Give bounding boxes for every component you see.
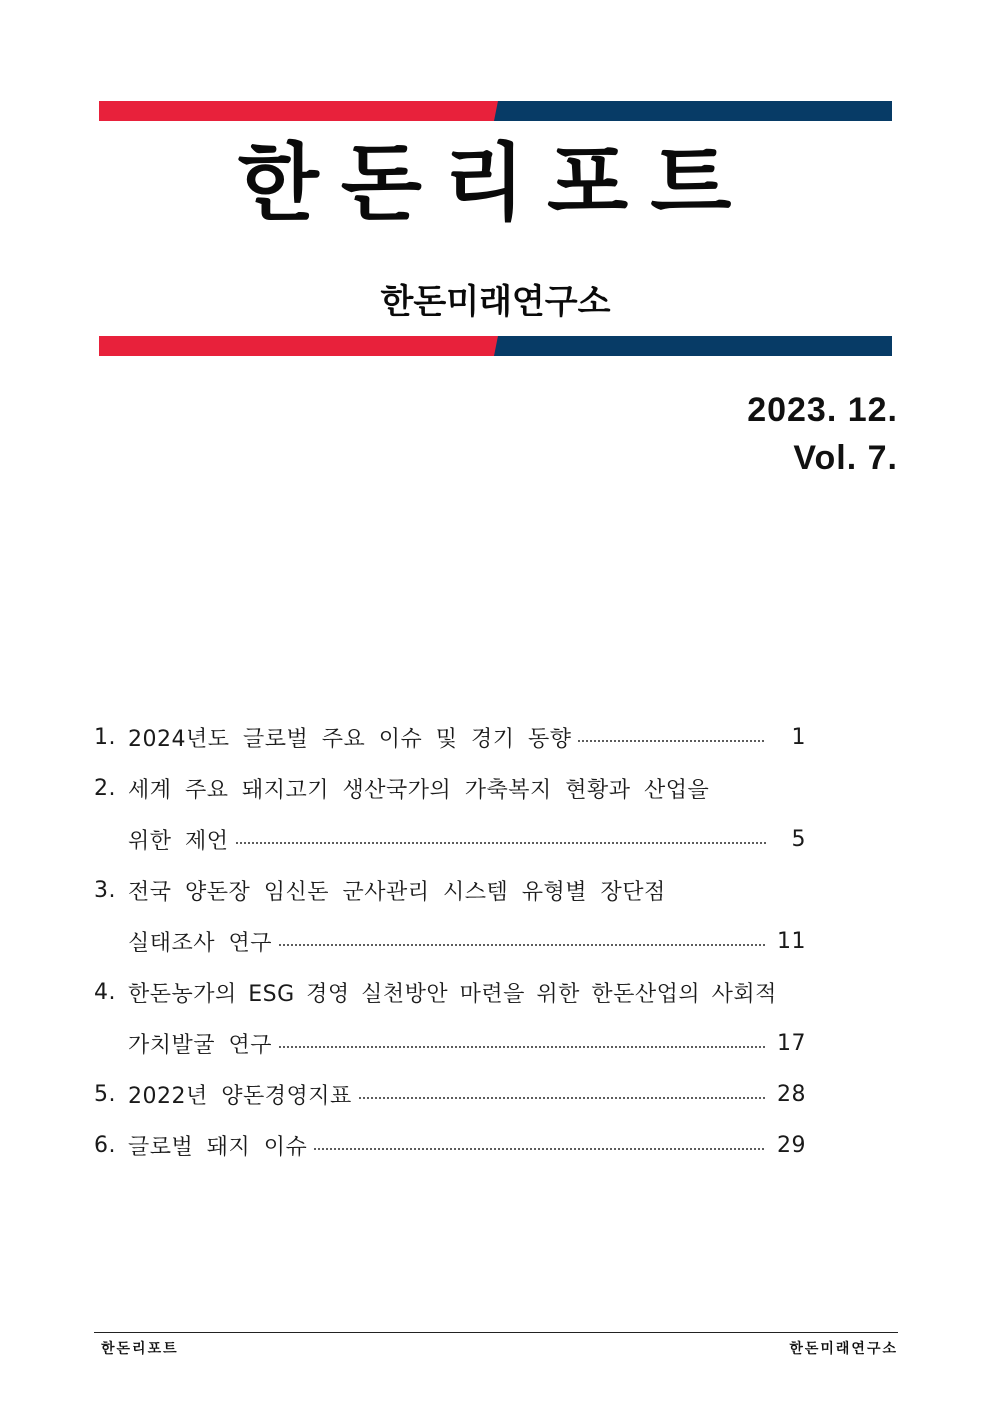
toc-item-page: 5 (791, 827, 806, 852)
toc-item-4[interactable] (94, 967, 806, 1018)
toc-item-3-continued[interactable] (94, 916, 806, 967)
footer-report-name: 한돈리포트 (101, 1341, 179, 1357)
toc-item-4-continued[interactable] (94, 1018, 806, 1069)
toc-leader-dots (235, 842, 766, 844)
issue-volume: Vol. 7. (793, 439, 898, 477)
organization-title: 한돈미래연구소 (380, 282, 611, 322)
bottom-accent-bar-red (99, 336, 499, 356)
toc-item-title: 한돈농가의 ESG 경영 실천방안 마련을 위한 한돈산업의 사회적 (128, 982, 777, 1007)
toc-item-title-continued: 가치발굴 연구 (128, 1033, 273, 1058)
toc-item-title: 2024년도 글로벌 주요 이슈 및 경기 동향 (128, 727, 572, 752)
toc-item-5[interactable] (94, 1069, 806, 1120)
toc-item-title-continued: 위한 제언 (128, 829, 229, 854)
top-accent-bar-blue (494, 101, 892, 121)
toc-item-number: 4. (94, 980, 116, 1005)
toc-leader-dots (278, 944, 766, 946)
toc-item-6[interactable] (94, 1120, 806, 1171)
toc-item-title-continued: 실태조사 연구 (128, 931, 273, 956)
top-accent-bar-red (99, 101, 499, 121)
toc-item-title: 2022년 양돈경영지표 (128, 1084, 352, 1109)
toc-leader-dots (358, 1097, 766, 1099)
toc-leader-dots (313, 1148, 766, 1150)
report-title: 한돈리포트 (237, 134, 754, 232)
bottom-accent-bar-blue (494, 336, 892, 356)
toc-item-number: 6. (94, 1133, 116, 1158)
toc-item-title: 전국 양돈장 임신돈 군사관리 시스템 유형별 장단점 (128, 880, 666, 905)
toc-item-page: 29 (777, 1133, 806, 1158)
toc-item-number: 5. (94, 1082, 116, 1107)
footer-organization: 한돈미래연구소 (789, 1341, 898, 1357)
toc-item-number: 3. (94, 878, 116, 903)
issue-date: 2023. 12. (747, 391, 898, 429)
toc-item-page: 17 (777, 1031, 806, 1056)
toc-item-2[interactable] (94, 763, 806, 814)
table-of-contents (94, 712, 806, 1171)
toc-item-title: 글로벌 돼지 이슈 (128, 1135, 308, 1160)
footer-divider (94, 1332, 898, 1333)
bottom-accent-bar (99, 336, 892, 356)
toc-item-page: 28 (777, 1082, 806, 1107)
toc-item-1[interactable] (94, 712, 806, 763)
toc-item-3[interactable] (94, 865, 806, 916)
toc-item-2-continued[interactable] (94, 814, 806, 865)
toc-item-number: 2. (94, 776, 116, 801)
toc-item-page: 1 (791, 725, 806, 750)
toc-item-page: 11 (777, 929, 806, 954)
toc-leader-dots (577, 740, 766, 742)
toc-leader-dots (278, 1046, 766, 1048)
toc-item-number: 1. (94, 725, 116, 750)
top-accent-bar (99, 101, 892, 121)
toc-item-title: 세계 주요 돼지고기 생산국가의 가축복지 현황과 산업을 (128, 778, 710, 803)
